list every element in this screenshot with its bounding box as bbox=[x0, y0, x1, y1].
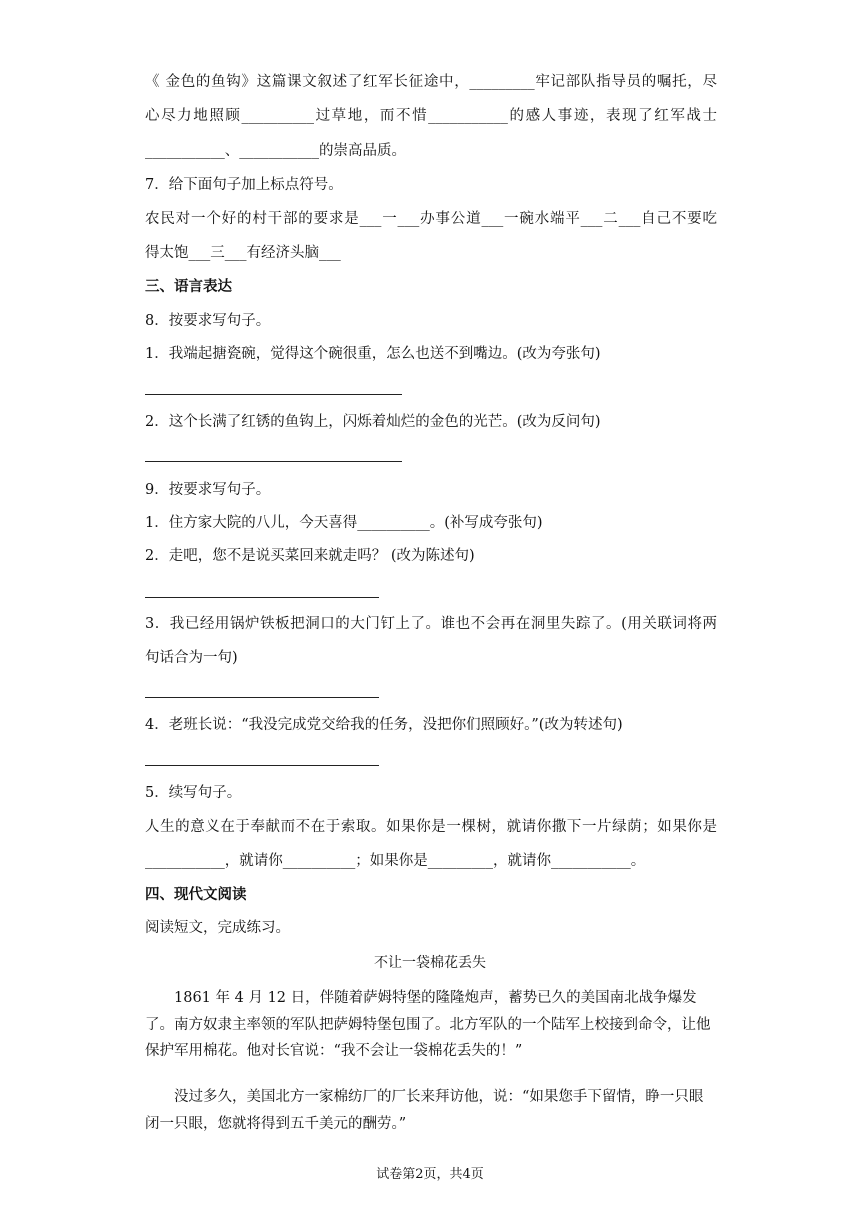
answer-line[interactable] bbox=[145, 461, 402, 462]
story-title: 不让一袋棉花丢失 bbox=[374, 955, 486, 971]
question-9-item-3-line2: 句话合为一句) bbox=[145, 650, 238, 666]
fill-in-question-6-line3: ___________、___________的崇高品质。 bbox=[145, 143, 406, 159]
story-paragraph-2: 没过多久，美国北方一家棉纺厂的厂长来拜访他，说：“如果您手下留情，睁一只眼闭一只眼，您就将得到五千美元的酬劳。” bbox=[145, 1089, 704, 1132]
question-9-item-5-sentence-line1: 人生的意义在于奉献而不在于索取。如果你是一棵树，就请你撒下一片绿荫；如果你是 bbox=[145, 819, 717, 835]
question-7-sentence-line2: 得太饱___三___有经济头脑___ bbox=[145, 245, 341, 261]
question-9-item-5: 5．续写句子。 bbox=[145, 785, 242, 801]
answer-line[interactable] bbox=[145, 597, 379, 598]
question-8-item-2: 2．这个长满了红锈的鱼钩上，闪烁着灿烂的金色的光芒。(改为反问句) bbox=[145, 414, 601, 430]
question-9-item-1: 1．住方家大院的八儿，今天喜得__________。(补写成夸张句) bbox=[145, 515, 543, 531]
section-3-title: 三、语言表达 bbox=[145, 278, 232, 295]
question-9-heading: 9．按要求写句子。 bbox=[145, 482, 271, 498]
question-7-heading: 7．给下面句子加上标点符号。 bbox=[145, 177, 343, 193]
page-footer: 试卷第2页，共4页 bbox=[376, 1167, 484, 1182]
fill-in-question-6-line2: 心尽力地照顾__________过草地，而不惜___________的感人事迹，表现了红军战士 bbox=[145, 108, 717, 124]
question-7-sentence-line1: 农民对一个好的村干部的要求是___一___办事公道___一碗水端平___二___自己不要吃 bbox=[145, 211, 717, 227]
answer-line[interactable] bbox=[145, 697, 379, 698]
answer-line[interactable] bbox=[145, 394, 402, 395]
reading-instruction: 阅读短文，完成练习。 bbox=[145, 920, 290, 936]
fill-in-question-6-line1: 《 金色的鱼钩》这篇课文叙述了红军长征途中，_________牢记部队指导员的嘱托，尽 bbox=[145, 74, 717, 90]
answer-line[interactable] bbox=[145, 765, 379, 766]
question-9-item-3-line1: 3．我已经用锅炉铁板把洞口的大门钉上了。谁也不会再在洞里失踪了。(用关联词将两 bbox=[145, 616, 717, 632]
story-paragraph-1: 1861 年 4 月 12 日，伴随着萨姆特堡的隆隆炮声，蓄势已久的美国南北战争爆发了。南方奴隶主率领的军队把萨姆特堡包围了。北方军队的一个陆军上校接到命令，让他保护军用棉花。他对长官说：“我不会让一袋棉花丢失的！” bbox=[145, 990, 711, 1059]
section-4-title: 四、现代文阅读 bbox=[145, 886, 247, 903]
question-9-item-5-sentence-line2: ___________，就请你__________；如果你是_________，就请你___________。 bbox=[145, 853, 646, 869]
question-9-item-4: 4．老班长说：“我没完成党交给我的任务，没把你们照顾好。”(改为转述句) bbox=[145, 717, 623, 733]
question-8-item-1: 1．我端起搪瓷碗，觉得这个碗很重，怎么也送不到嘴边。(改为夸张句) bbox=[145, 346, 601, 362]
question-9-item-2: 2．走吧，您不是说买菜回来就走吗？ (改为陈述句) bbox=[145, 548, 475, 564]
question-8-heading: 8．按要求写句子。 bbox=[145, 313, 271, 329]
